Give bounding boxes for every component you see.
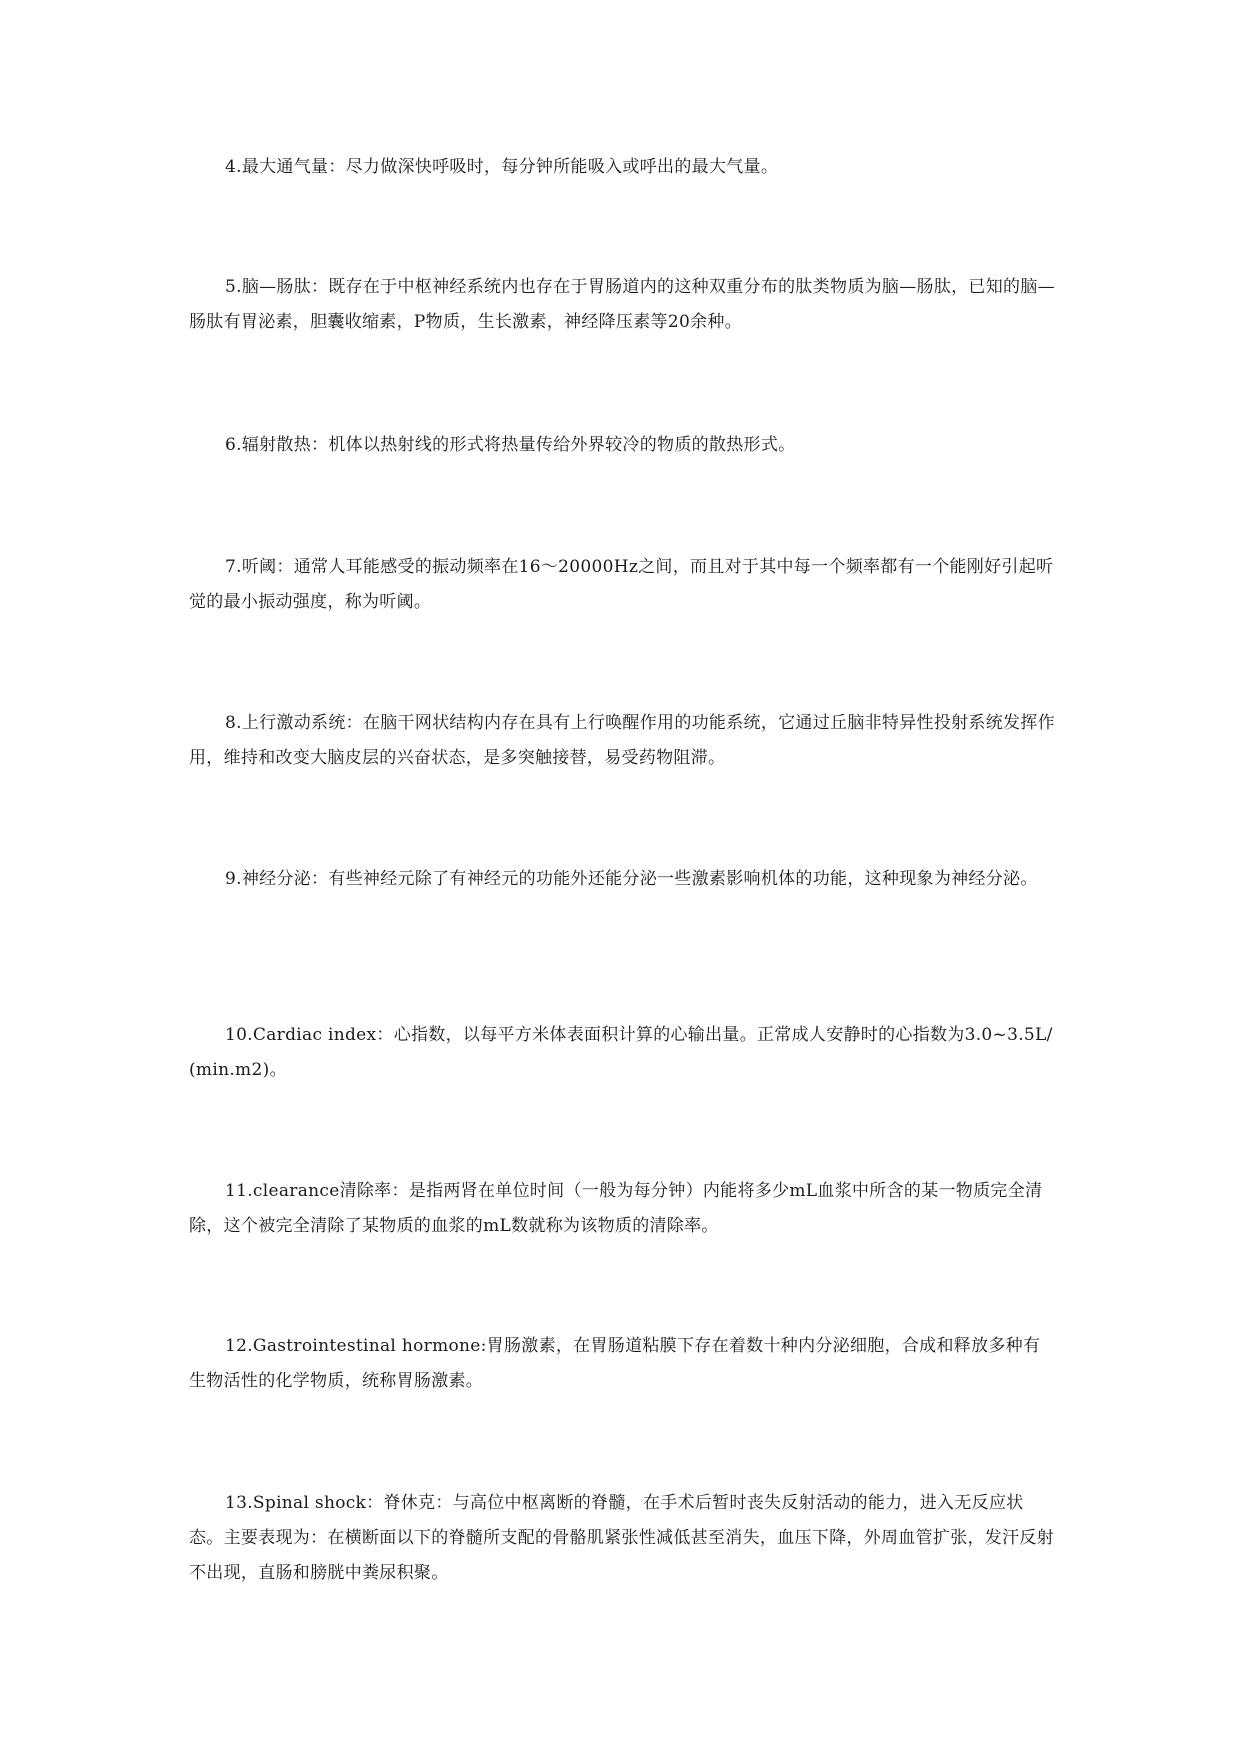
definition-paragraph-8: 8.上行激动系统：在脑干网状结构内存在具有上行唤醒作用的功能系统，它通过丘脑非特异性投射系统发挥作用，维持和改变大脑皮层的兴奋状态，是多突触接替，易受药物阻滞。 [189,713,1055,768]
definition-paragraph-13: 13.Spinal shock：脊休克：与高位中枢离断的脊髓，在手术后暂时丧失反射活动的能力，进入无反应状态。主要表现为：在横断面以下的脊髓所支配的骨骼肌紧张性减低甚至消失，血压下降，外周血管扩张，发汗反射不出现，直肠和膀胱中粪尿积聚。 [189,1493,1054,1583]
definition-paragraph-11: 11.clearance清除率：是指两肾在单位时间（一般为每分钟）内能将多少mL血浆中所含的某一物质完全清除，这个被完全清除了某物质的血浆的mL数就称为该物质的清除率。 [189,1181,1043,1236]
definition-paragraph-7: 7.听阈：通常人耳能感受的振动频率在16～20000Hz之间，而且对于其中每一个频率都有一个能刚好引起听觉的最小振动强度，称为听阈。 [189,557,1054,612]
definition-paragraph-5: 5.脑—肠肽：既存在于中枢神经系统内也存在于胃肠道内的这种双重分布的肽类物质为脑—肠肽，已知的脑—肠肽有胃泌素，胆囊收缩素，P物质，生长激素，神经降压素等20余种。 [189,277,1055,332]
definition-paragraph-9: 9.神经分泌：有些神经元除了有神经元的功能外还能分泌一些激素影响机体的功能，这种现象为神经分泌。 [225,869,1038,889]
definition-paragraph-10: 10.Cardiac index：心指数，以每平方米体表面积计算的心输出量。正常成人安静时的心指数为3.0~3.5L/(min.m2)。 [189,1025,1053,1080]
definition-paragraph-4: 4.最大通气量：尽力做深快呼吸时，每分钟所能吸入或呼出的最大气量。 [225,157,779,177]
definition-paragraph-6: 6.辐射散热：机体以热射线的形式将热量传给外界较冷的物质的散热形式。 [225,435,796,455]
definition-paragraph-12: 12.Gastrointestinal hormone:胃肠激素，在胃肠道粘膜下存在着数十种内分泌细胞，合成和释放多种有生物活性的化学物质，统称胃肠激素。 [189,1336,1041,1391]
